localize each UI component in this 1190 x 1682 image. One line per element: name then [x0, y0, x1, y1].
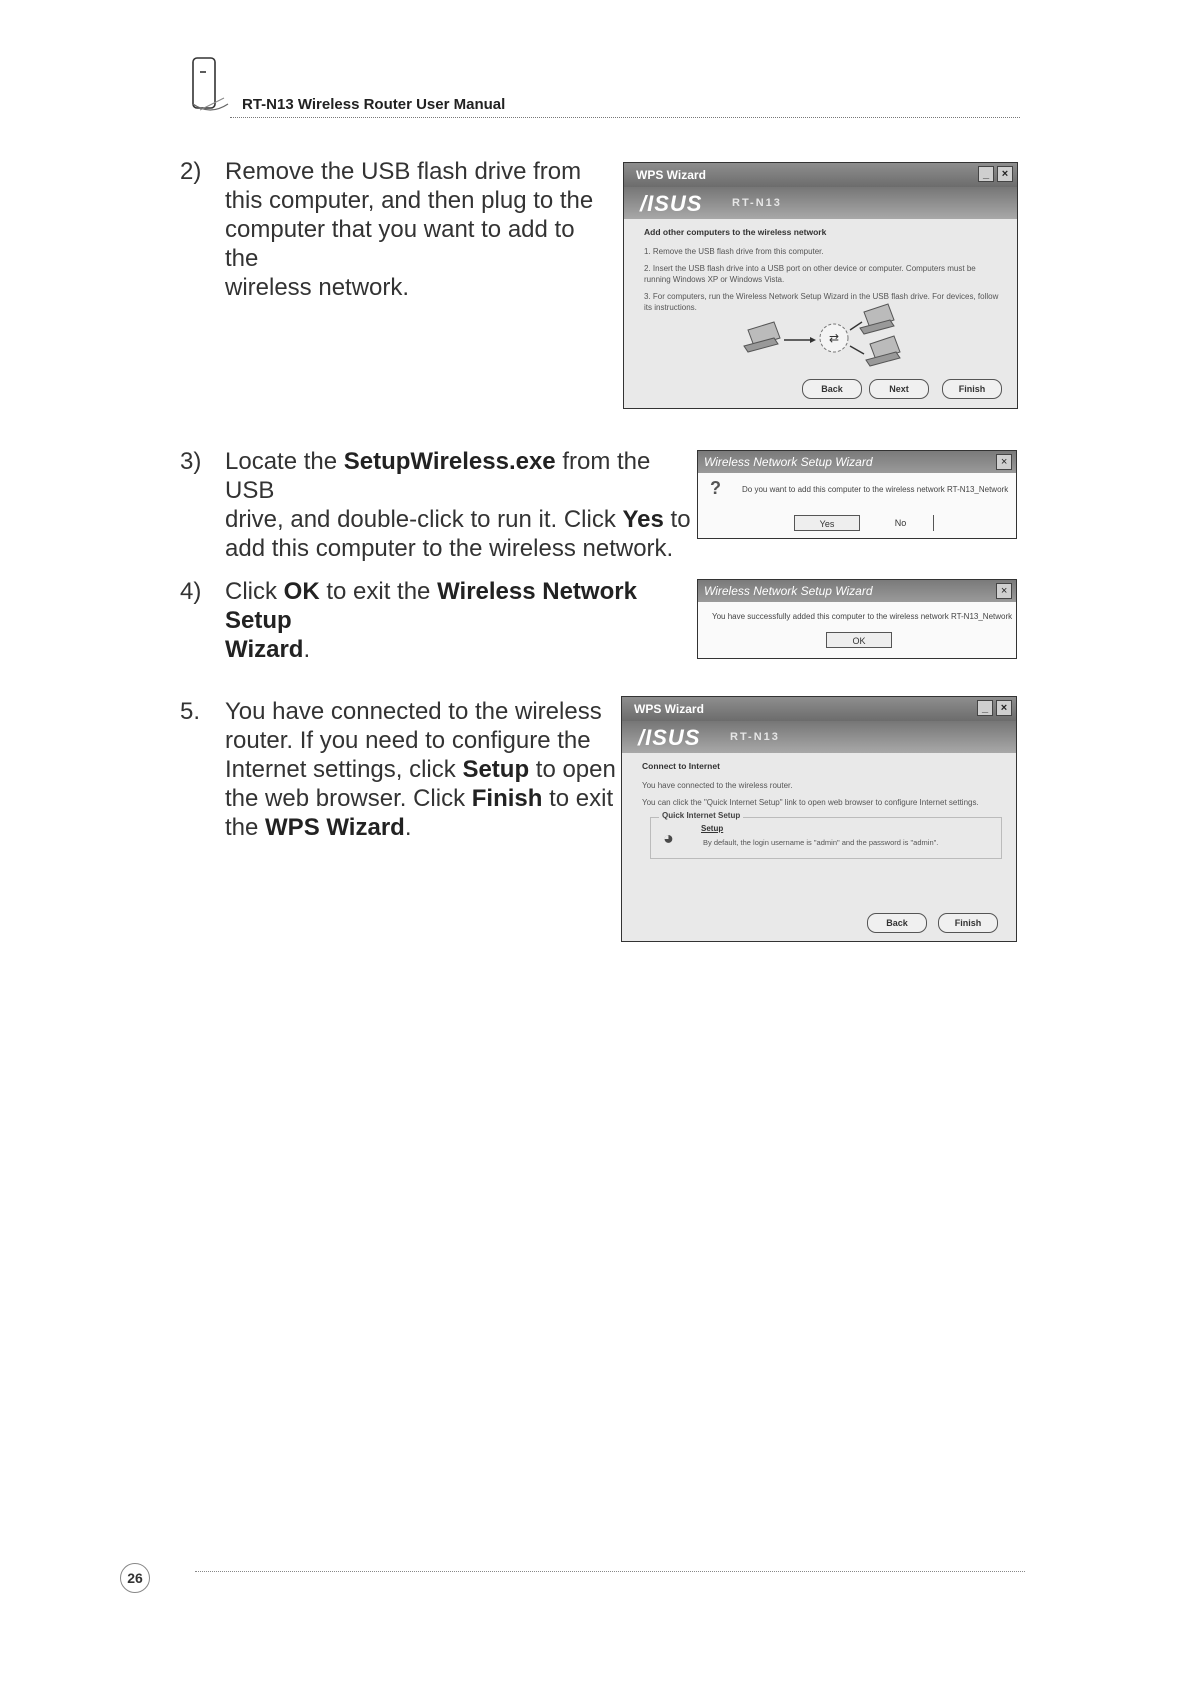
- window-title: WPS Wizard: [634, 702, 704, 716]
- wizard-instruction: 1. Remove the USB flash drive from this computer.: [644, 247, 824, 256]
- dialog-title: Wireless Network Setup Wizard: [704, 584, 873, 598]
- minimize-icon[interactable]: _: [977, 700, 993, 716]
- svg-text:⇄: ⇄: [828, 331, 840, 345]
- dialog-titlebar: [698, 451, 1016, 473]
- dialog-message: Do you want to add this computer to the wireless network RT-N13_Network: [742, 485, 1009, 494]
- finish-button[interactable]: Finish: [942, 379, 1002, 399]
- step-number: 5.: [180, 698, 201, 725]
- step-number: 4): [180, 578, 202, 605]
- close-icon[interactable]: ×: [996, 454, 1012, 470]
- ok-button[interactable]: OK: [826, 632, 892, 648]
- wizard-heading: Connect to Internet: [642, 761, 720, 771]
- step-number: 3): [180, 448, 202, 475]
- wizard-instruction: 2. Insert the USB flash drive into a USB port on other device or computer. Computers must be running Windows XP or Windows Vista.: [644, 264, 976, 284]
- dialog-titlebar: [698, 580, 1016, 602]
- finish-button[interactable]: Finish: [938, 913, 998, 933]
- router-icon: [190, 54, 230, 116]
- globe-icon: ◕: [663, 828, 674, 848]
- wps-wizard-screenshot-add-computers: [623, 162, 1018, 409]
- step-number: 2): [180, 158, 202, 185]
- asus-logo: /ISUS: [640, 191, 703, 216]
- window-titlebar: [624, 163, 1017, 187]
- back-button[interactable]: Back: [867, 913, 927, 933]
- success-dialog-screenshot: [697, 579, 1017, 659]
- next-button[interactable]: Next: [869, 379, 929, 399]
- step-text: You have connected to the wireless router. If you need to configure the Internet settings, click Setup to open the web browser. Click Finish to exit the WPS Wizard.: [225, 698, 616, 841]
- wizard-heading: Add other computers to the wireless network: [644, 227, 827, 237]
- yes-highlight: Yes: [622, 506, 664, 533]
- group-label: Quick Internet Setup: [659, 811, 743, 820]
- window-titlebar: [622, 697, 1016, 721]
- asus-logo: /ISUS: [638, 725, 701, 750]
- wizard-text: You can click the "Quick Internet Setup" link to open web browser to configure Internet settings.: [642, 798, 979, 807]
- wizard-content: [622, 753, 1016, 808]
- footer-divider: [195, 1571, 1025, 1572]
- question-icon: ?: [710, 478, 721, 498]
- no-button[interactable]: No: [868, 515, 934, 531]
- dialog-title: Wireless Network Setup Wizard: [704, 455, 873, 469]
- close-icon[interactable]: ×: [996, 583, 1012, 599]
- model-label: RT-N13: [732, 197, 782, 209]
- quick-internet-setup-group: [650, 811, 1002, 859]
- asus-banner: [622, 721, 1016, 753]
- close-icon[interactable]: ×: [997, 166, 1013, 182]
- dialog-message: You have successfully added this computer to the wireless network RT-N13_Network: [712, 612, 1013, 621]
- wps-wizard-screenshot-connect-internet: [621, 696, 1017, 942]
- page-header: [190, 54, 1020, 118]
- minimize-icon[interactable]: _: [978, 166, 994, 182]
- window-title: WPS Wizard: [636, 168, 706, 182]
- manual-title: RT-N13 Wireless Router User Manual: [242, 96, 506, 113]
- wizard-instruction: 3. For computers, run the Wireless Network Setup Wizard in the USB flash drive. For devices, follow its instructions.: [644, 292, 999, 312]
- yes-button[interactable]: Yes: [794, 515, 860, 531]
- filename-highlight: SetupWireless.exe: [343, 448, 556, 475]
- wizard-text: You have connected to the wireless router.: [642, 781, 793, 790]
- setup-link[interactable]: Setup: [701, 824, 724, 833]
- login-note: By default, the login username is "admin" and the password is "admin".: [703, 838, 939, 847]
- header-divider: [230, 117, 1020, 118]
- step-text: Remove the USB flash drive from this computer, and then plug to the computer that you want to add to the wireless network.: [225, 158, 594, 301]
- back-button[interactable]: Back: [802, 379, 862, 399]
- page-number: 26: [120, 1563, 150, 1593]
- add-computer-dialog-screenshot: [697, 450, 1017, 539]
- step-text: Click OK to exit the Wireless Network Setup Wizard.: [225, 578, 637, 663]
- asus-banner: [624, 187, 1017, 219]
- model-label: RT-N13: [730, 731, 780, 743]
- step-text: Locate the SetupWireless.exe from the USB drive, and double-click to run it. Click Yes to add this computer to the wireless network.: [225, 448, 691, 562]
- close-icon[interactable]: ×: [996, 700, 1012, 716]
- network-diagram-icon: [734, 298, 914, 368]
